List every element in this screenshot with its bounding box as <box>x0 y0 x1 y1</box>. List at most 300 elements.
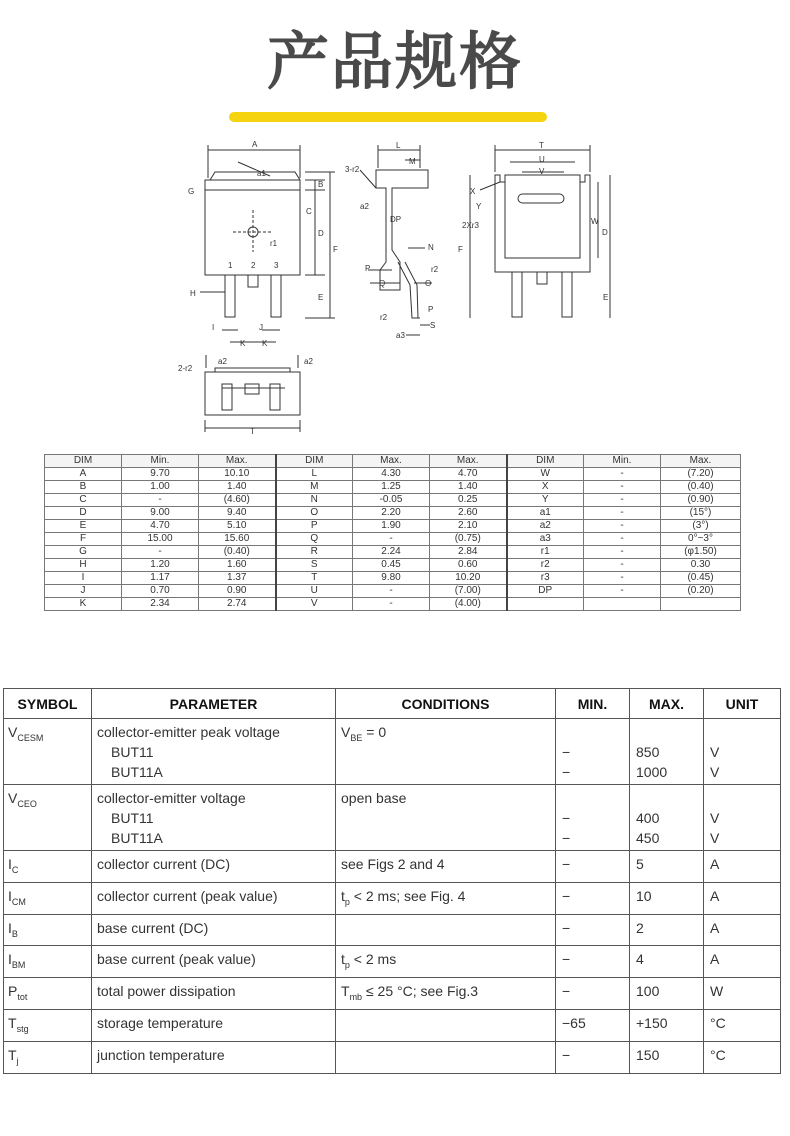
blank-line <box>636 788 698 808</box>
dimension-cell: - <box>122 546 199 559</box>
spec-row <box>4 719 781 785</box>
dimension-cell: 1.40 <box>199 481 276 494</box>
dimension-cell: 2.24 <box>353 546 430 559</box>
dimension-cell: 0.30 <box>661 559 741 572</box>
label-DP: DP <box>390 215 402 224</box>
condition-rest: < 2 ms <box>349 951 397 968</box>
symbol-cell <box>4 785 92 851</box>
dimension-cell: - <box>584 507 661 520</box>
label-D: D <box>318 229 324 238</box>
dimension-cell: 0.70 <box>122 585 199 598</box>
label-S: S <box>430 321 436 330</box>
dimension-cell: Y <box>507 494 584 507</box>
condition-main: V <box>341 724 351 740</box>
dimension-cell: (φ1.50) <box>661 546 741 559</box>
dimension-row <box>45 598 741 611</box>
condition-main: t <box>341 887 345 904</box>
dimension-cell: 9.80 <box>353 572 430 585</box>
symbol-subscript: CEO <box>17 798 37 809</box>
dimension-cell: 1.20 <box>122 559 199 572</box>
label-M: M <box>409 157 416 166</box>
unit-cell <box>704 1009 781 1041</box>
min-value: −65 <box>562 1014 586 1031</box>
min-cell <box>556 719 630 785</box>
dimension-cell: r2 <box>507 559 584 572</box>
conditions-cell <box>336 882 556 914</box>
condition-subscript: BE <box>350 732 363 743</box>
max-cell <box>630 719 704 785</box>
symbol-cell <box>4 1041 92 1073</box>
dimension-cell: 2.10 <box>430 520 507 533</box>
symbol-subscript: B <box>11 928 18 939</box>
dimension-cell: P <box>276 520 353 533</box>
label-3r2: 3-r2 <box>345 165 360 174</box>
side-view <box>360 145 432 335</box>
min-value: − <box>562 810 571 826</box>
conditions-cell <box>336 1009 556 1041</box>
dimension-cell: E <box>45 520 122 533</box>
symbol-main: T <box>8 1014 17 1031</box>
min-value: − <box>562 856 571 872</box>
label-B: B <box>318 180 324 189</box>
condition-subscript: mb <box>349 991 363 1002</box>
symbol-main: I <box>8 887 12 904</box>
min-value: − <box>562 764 571 780</box>
parameter-cell <box>92 785 336 851</box>
parameter-text: collector-emitter peak voltage <box>97 724 280 740</box>
max-cell <box>630 914 704 946</box>
dimension-cell: 15.00 <box>122 533 199 546</box>
spec-row <box>4 1041 781 1073</box>
dimension-cell: - <box>584 494 661 507</box>
min-cell <box>556 1009 630 1041</box>
max-value: 5 <box>636 856 644 872</box>
unit-value: °C <box>710 1046 726 1063</box>
dimension-cell: 9.00 <box>122 507 199 520</box>
dimension-cell: (4.00) <box>430 598 507 611</box>
dimension-cell: 1.00 <box>122 481 199 494</box>
unit-value: V <box>710 744 720 760</box>
label-T: T <box>539 141 544 150</box>
front-view <box>200 145 335 342</box>
min-cell <box>556 851 630 883</box>
dimension-cell: 4.30 <box>353 468 430 481</box>
parameter-text: collector current (DC) <box>97 856 231 872</box>
label-J: J <box>259 323 263 332</box>
unit-value: W <box>710 983 724 1000</box>
parameter-cell <box>92 1009 336 1041</box>
parameter-cell <box>92 914 336 946</box>
col-conditions: CONDITIONS <box>336 689 556 719</box>
dimension-cell: C <box>45 494 122 507</box>
dimension-cell: 2.60 <box>430 507 507 520</box>
symbol-cell <box>4 719 92 785</box>
unit-value: A <box>710 919 720 936</box>
spec-table-header <box>4 689 781 719</box>
symbol-main: I <box>8 856 12 872</box>
dimension-cell: r1 <box>507 546 584 559</box>
condition-main: T <box>341 983 350 1000</box>
dimension-cell: 2.20 <box>353 507 430 520</box>
condition-main: see Figs 2 and 4 <box>341 856 445 872</box>
label-r1: r1 <box>270 239 278 248</box>
dimension-cell: T <box>276 572 353 585</box>
dimension-cell: 4.70 <box>122 520 199 533</box>
parameter-cell <box>92 719 336 785</box>
dimension-cell: (3°) <box>661 520 741 533</box>
max-value: 850 <box>636 744 660 760</box>
dimension-cell: (7.20) <box>661 468 741 481</box>
min-value: − <box>562 919 571 936</box>
unit-value: A <box>710 951 720 968</box>
conditions-cell <box>336 946 556 978</box>
parameter-cell <box>92 946 336 978</box>
dimension-cell: K <box>45 598 122 611</box>
dimension-cell: - <box>353 585 430 598</box>
dimension-cell: (4.60) <box>199 494 276 507</box>
dimension-cell: F <box>45 533 122 546</box>
label-U: U <box>539 155 545 164</box>
unit-value: A <box>710 887 720 904</box>
blank-line <box>562 722 624 742</box>
conditions-cell <box>336 978 556 1010</box>
max-value: 400 <box>636 810 660 826</box>
symbol-main: V <box>8 724 18 740</box>
symbol-main: I <box>8 951 12 968</box>
max-cell <box>630 1009 704 1041</box>
dimension-cell: - <box>353 533 430 546</box>
label-E: E <box>318 293 324 302</box>
dimension-cell: 0.90 <box>199 585 276 598</box>
dimension-cell: (0.40) <box>199 546 276 559</box>
min-value: − <box>562 983 571 1000</box>
condition-subscript: p <box>344 960 350 971</box>
dimension-cell: J <box>45 585 122 598</box>
max-value: +150 <box>636 1014 668 1031</box>
dimension-row <box>45 520 741 533</box>
min-cell <box>556 785 630 851</box>
dimension-cell: I <box>45 572 122 585</box>
min-cell <box>556 914 630 946</box>
dimension-cell: 0°~3° <box>661 533 741 546</box>
parameter-text: storage temperature <box>97 1014 224 1031</box>
dimension-cell: (0.45) <box>661 572 741 585</box>
max-value: 450 <box>636 830 660 846</box>
unit-cell <box>704 946 781 978</box>
parameter-text: junction temperature <box>97 1046 225 1063</box>
dimension-cell: 0.60 <box>430 559 507 572</box>
min-cell <box>556 882 630 914</box>
condition-rest: < 2 ms; see Fig. 4 <box>349 887 466 904</box>
dimension-table-header: DIM Min. Max. DIM Max. Max. DIM Min. Max. <box>45 455 741 468</box>
symbol-cell <box>4 946 92 978</box>
page-title: 产品规格 <box>266 25 523 98</box>
symbol-cell <box>4 914 92 946</box>
dimension-cell: 1.90 <box>353 520 430 533</box>
min-value: − <box>562 951 571 968</box>
dimension-cell: 10.20 <box>430 572 507 585</box>
dimension-cell: M <box>276 481 353 494</box>
dimension-cell: B <box>45 481 122 494</box>
dimension-cell: 0.25 <box>430 494 507 507</box>
spec-row <box>4 946 781 978</box>
symbol-cell <box>4 882 92 914</box>
max-cell <box>630 978 704 1010</box>
symbol-subscript: stg <box>16 1023 29 1034</box>
dimension-cell: 10.10 <box>199 468 276 481</box>
parameter-cell <box>92 851 336 883</box>
label-H: H <box>190 289 196 298</box>
label-r2-bottom: r2 <box>380 313 388 322</box>
dimension-cell: - <box>584 520 661 533</box>
dimension-cell: 1.40 <box>430 481 507 494</box>
dimension-table <box>44 454 741 611</box>
dimension-cell: (7.00) <box>430 585 507 598</box>
condition-rest: = 0 <box>362 724 387 740</box>
unit-cell <box>704 719 781 785</box>
dimension-cell: 2.34 <box>122 598 199 611</box>
min-cell <box>556 1041 630 1073</box>
condition-subscript: p <box>344 896 350 907</box>
label-W: W <box>591 217 599 226</box>
dimension-cell <box>507 598 584 611</box>
dimension-cell: (15°) <box>661 507 741 520</box>
pin-3: 3 <box>274 261 279 270</box>
col-unit: UNIT <box>704 689 781 719</box>
dimension-row <box>45 533 741 546</box>
dimension-cell: 15.60 <box>199 533 276 546</box>
label-L: L <box>396 141 401 150</box>
symbol-main: V <box>8 790 18 806</box>
label-N: N <box>428 243 434 252</box>
parameter-text: collector-emitter voltage <box>97 790 246 806</box>
pin-1: 1 <box>228 261 233 270</box>
dimension-cell: - <box>584 468 661 481</box>
dimension-cell: X <box>507 481 584 494</box>
col-symbol: SYMBOL <box>4 689 92 719</box>
label-X: X <box>470 187 476 196</box>
max-cell <box>630 882 704 914</box>
label-K1: K <box>240 339 246 348</box>
spec-row <box>4 785 781 851</box>
dimension-cell: - <box>584 481 661 494</box>
parameter-cell <box>92 1041 336 1073</box>
min-value: − <box>562 1046 571 1063</box>
dimension-cell: 1.17 <box>122 572 199 585</box>
type-name: BUT11 <box>111 810 154 826</box>
dimension-cell: R <box>276 546 353 559</box>
spec-row <box>4 882 781 914</box>
min-value: − <box>562 887 571 904</box>
label-T-bottom: T <box>250 427 255 436</box>
dimension-cell: G <box>45 546 122 559</box>
symbol-subscript: CESM <box>17 732 44 743</box>
dimension-cell: - <box>584 572 661 585</box>
dimension-cell: (0.20) <box>661 585 741 598</box>
label-a1: a1 <box>257 169 266 178</box>
dimension-cell: r3 <box>507 572 584 585</box>
symbol-subscript: C <box>11 864 19 875</box>
label-I: I <box>212 323 215 332</box>
max-cell <box>630 785 704 851</box>
label-a2-right: a2 <box>304 357 313 366</box>
spec-table <box>3 688 781 1074</box>
label-2r2: 2-r2 <box>178 364 193 373</box>
max-cell <box>630 946 704 978</box>
unit-cell <box>704 1041 781 1073</box>
spec-row <box>4 851 781 883</box>
unit-cell <box>704 914 781 946</box>
dimension-cell: a2 <box>507 520 584 533</box>
symbol-cell <box>4 851 92 883</box>
min-cell <box>556 978 630 1010</box>
unit-cell <box>704 882 781 914</box>
dimension-cell: (0.90) <box>661 494 741 507</box>
dimension-cell: D <box>45 507 122 520</box>
label-a2-left: a2 <box>218 357 227 366</box>
max-value: 1000 <box>636 764 668 780</box>
dimension-row <box>45 507 741 520</box>
blank-line <box>710 788 775 808</box>
condition-main: open base <box>341 790 407 806</box>
dimension-cell <box>661 598 741 611</box>
dimension-cell: - <box>353 598 430 611</box>
package-drawing <box>0 0 790 450</box>
symbol-subscript: BM <box>11 960 26 971</box>
symbol-cell <box>4 978 92 1010</box>
label-D-back: D <box>602 228 608 237</box>
type-name: BUT11A <box>111 830 163 846</box>
unit-value: A <box>710 856 720 872</box>
label-F: F <box>333 245 338 254</box>
symbol-cell <box>4 1009 92 1041</box>
min-value: − <box>562 830 571 846</box>
type-name: BUT11A <box>111 764 163 780</box>
max-value: 100 <box>636 983 660 1000</box>
label-V: V <box>539 167 545 176</box>
dimension-cell: A <box>45 468 122 481</box>
dimension-cell: W <box>507 468 584 481</box>
condition-rest: ≤ 25 °C; see Fig.3 <box>362 983 479 1000</box>
dimension-cell: L <box>276 468 353 481</box>
label-A: A <box>252 140 258 149</box>
unit-value: V <box>710 830 720 846</box>
label-Y: Y <box>476 202 482 211</box>
dimension-row <box>45 559 741 572</box>
unit-value: °C <box>710 1014 726 1031</box>
max-cell <box>630 851 704 883</box>
label-2xr3: 2Xr3 <box>462 221 479 230</box>
parameter-text: base current (DC) <box>97 919 209 936</box>
dimension-cell: U <box>276 585 353 598</box>
dimension-cell: V <box>276 598 353 611</box>
dimension-cell: 1.60 <box>199 559 276 572</box>
dimension-cell: - <box>122 494 199 507</box>
conditions-cell <box>336 1041 556 1073</box>
dimension-row <box>45 494 741 507</box>
dimension-cell: (0.75) <box>430 533 507 546</box>
min-value: − <box>562 744 571 760</box>
dimension-cell: 5.10 <box>199 520 276 533</box>
symbol-subscript: CM <box>11 896 26 907</box>
label-P-top: P <box>365 264 371 273</box>
label-Q: Q <box>379 279 386 288</box>
conditions-cell <box>336 914 556 946</box>
symbol-subscript: j <box>16 1055 19 1066</box>
condition-main: t <box>341 951 345 968</box>
dimension-cell: 9.70 <box>122 468 199 481</box>
dimension-cell: 1.37 <box>199 572 276 585</box>
dimension-cell: 4.70 <box>430 468 507 481</box>
symbol-subscript: tot <box>17 991 28 1002</box>
dimension-cell: (0.40) <box>661 481 741 494</box>
parameter-text: collector current (peak value) <box>97 887 278 904</box>
dimension-cell: 9.40 <box>199 507 276 520</box>
unit-cell <box>704 785 781 851</box>
pin-2: 2 <box>251 261 256 270</box>
unit-value: V <box>710 764 720 780</box>
type-name: BUT11 <box>111 744 154 760</box>
dimension-cell <box>584 598 661 611</box>
unit-cell <box>704 978 781 1010</box>
max-value: 150 <box>636 1046 660 1063</box>
dimension-row <box>45 546 741 559</box>
label-K2: K <box>262 339 268 348</box>
dimension-row <box>45 585 741 598</box>
spec-row <box>4 978 781 1010</box>
label-a3: a3 <box>396 331 405 340</box>
blank-line <box>710 722 775 742</box>
dimension-cell: - <box>584 585 661 598</box>
label-r2-top: r2 <box>431 265 439 274</box>
label-a2-side: a2 <box>360 202 369 211</box>
label-G: G <box>188 187 195 196</box>
parameter-text: base current (peak value) <box>97 951 256 968</box>
dimension-cell: O <box>276 507 353 520</box>
dimension-cell: 2.74 <box>199 598 276 611</box>
dimension-cell: DP <box>507 585 584 598</box>
dimension-cell: a3 <box>507 533 584 546</box>
label-E-back: E <box>603 293 609 302</box>
max-value: 4 <box>636 951 644 968</box>
dimension-cell: S <box>276 559 353 572</box>
dimension-cell: H <box>45 559 122 572</box>
dimension-cell: N <box>276 494 353 507</box>
conditions-cell <box>336 851 556 883</box>
dimension-cell: -0.05 <box>353 494 430 507</box>
col-min: MIN. <box>556 689 630 719</box>
label-C: C <box>306 207 312 216</box>
max-value: 10 <box>636 887 652 904</box>
symbol-main: I <box>8 919 12 936</box>
col-max: MAX. <box>630 689 704 719</box>
dimension-cell: Q <box>276 533 353 546</box>
label-O: O <box>425 279 432 288</box>
max-value: 2 <box>636 919 644 936</box>
dimension-cell: - <box>584 533 661 546</box>
symbol-main: P <box>8 983 18 1000</box>
conditions-cell <box>336 719 556 785</box>
spec-row <box>4 914 781 946</box>
dimension-cell: - <box>584 559 661 572</box>
dimension-row <box>45 481 741 494</box>
unit-value: V <box>710 810 720 826</box>
parameter-cell <box>92 978 336 1010</box>
dimension-cell: a1 <box>507 507 584 520</box>
dimension-cell: 1.25 <box>353 481 430 494</box>
conditions-cell <box>336 785 556 851</box>
blank-line <box>562 788 624 808</box>
